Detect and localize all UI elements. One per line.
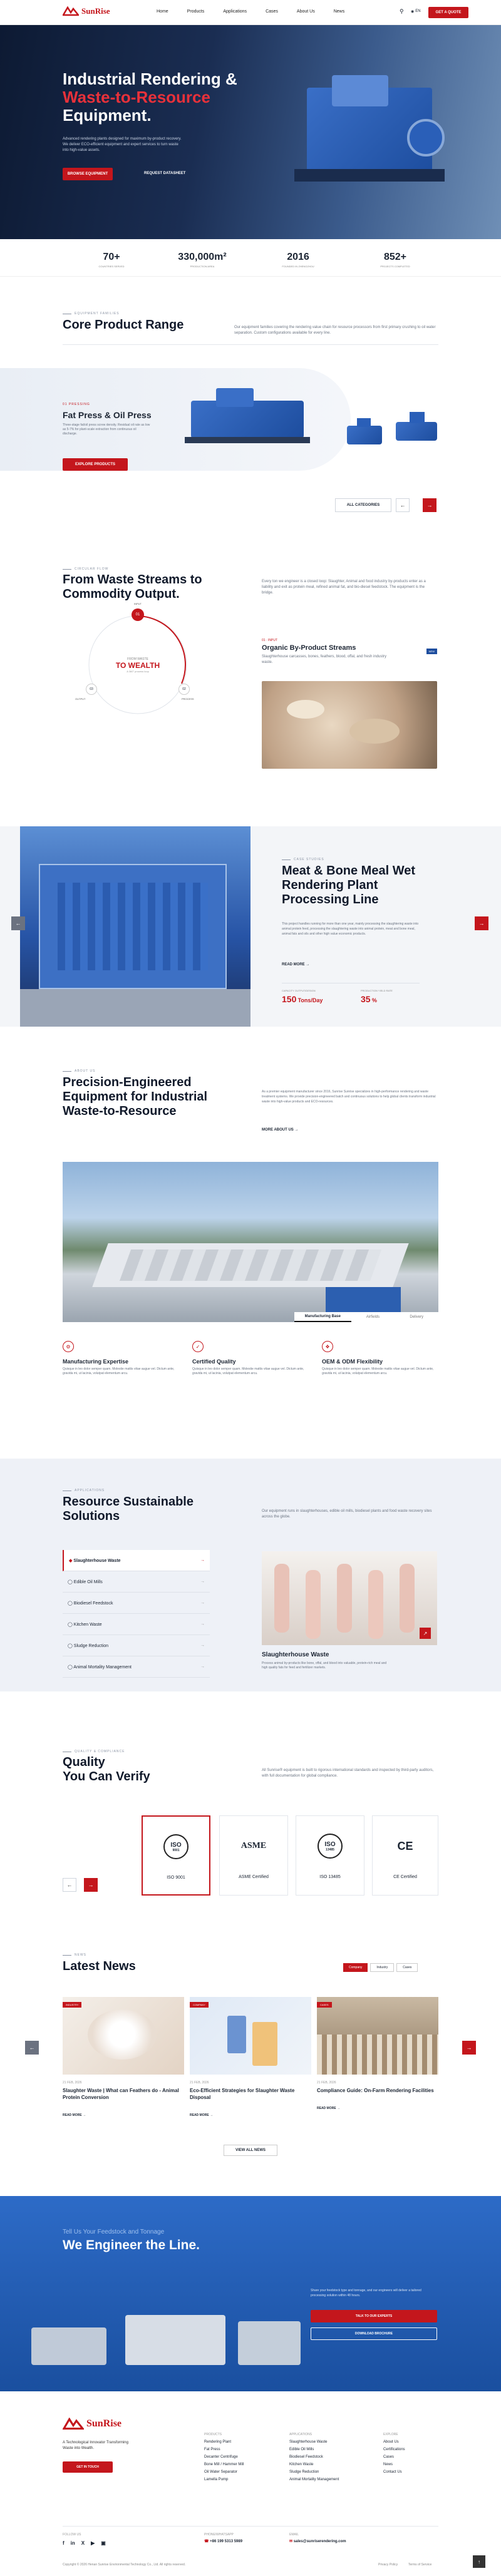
hero-title-line1: Industrial Rendering & [63, 69, 237, 88]
animal-icon: ◯ [68, 1665, 73, 1670]
case-read-more[interactable]: READ MORE → [282, 963, 310, 967]
case-prev-button[interactable]: ← [11, 916, 25, 930]
ce-logo: CE [397, 1839, 413, 1852]
footer-col-explore: EXPLORE About Us Certifications Cases News Contact Us [383, 2431, 405, 2476]
footer-logo[interactable] [63, 2418, 121, 2430]
stat-founded: 2016 FOUNDED IN ZHENGZHOU [282, 252, 314, 268]
cta-description: Share your feedstock type and tonnage, and our engineers will deliver a tailored processing solution within 48 hours. [311, 2289, 421, 2297]
top-nav [0, 0, 501, 25]
footer-link[interactable]: Sludge Reduction [289, 2470, 319, 2474]
language-switch[interactable] [411, 9, 421, 14]
footer-link[interactable]: Oil Water Separator [204, 2470, 237, 2474]
core-eyebrow: EQUIPMENT FAMILIES [63, 312, 120, 316]
nav-item-about[interactable]: About Us [296, 9, 315, 14]
footer-get-in-touch-button[interactable]: GET IN TOUCH [63, 2461, 113, 2473]
nav-item-applications[interactable]: Applications [223, 9, 247, 14]
footer-link[interactable]: Lamella Pump [204, 2478, 229, 2481]
stat-countries: 70+ COUNTRIES SERVED [98, 252, 125, 268]
footer-col-applications: APPLICATIONS Slaughterhouse Waste Edible Oil Mills Biodiesel Feedstock Kitchen Waste Sludge Reduction Animal Mortality Management [289, 2431, 339, 2483]
news-headline: Eco-Efficient Strategies for Slaughter Waste Disposal [190, 2088, 295, 2100]
apps-image-desc: Process animal by-products like bone, offal, and blood into valuable, protein-rich meal and high quality fats for feed and fertilizer markets. [262, 1661, 387, 1670]
waste-eyebrow: CIRCULAR FLOW [63, 567, 108, 571]
news-headline: Slaughter Waste | What can Feathers do - Animal Protein Conversion [63, 2088, 179, 2100]
news-tag: COMPANY [190, 2002, 209, 2008]
stats-bar [0, 239, 501, 277]
download-brochure-button[interactable]: DOWNLOAD BROCHURE [311, 2327, 437, 2340]
tab-airfields[interactable]: Airfields [366, 1315, 380, 1319]
arrow-right-icon: → [306, 963, 310, 967]
quality-eyebrow: QUALITY & COMPLIANCE [63, 1750, 125, 1753]
quality-title: Quality You Can Verify [63, 1755, 150, 1783]
feature-oem: ❖ OEM & ODM Flexibility Quisque in leo dolor semper quam. Molestie mattis vitae augue vel. Dictum ante, gravida mi, ut lacinia, volutpat elementum arcu. [322, 1341, 438, 1376]
news-card-3[interactable] [317, 1997, 438, 2110]
logo-text: SunRise [81, 6, 110, 16]
nav-item-home[interactable]: Home [157, 9, 168, 14]
social-icons [63, 2540, 106, 2546]
tab-manufacturing[interactable]: Manufacturing Base [294, 1312, 351, 1322]
input-card-tag: 01 · INPUT [262, 639, 278, 642]
news-read-more[interactable]: READ MORE → [190, 2113, 213, 2117]
puzzle-icon: ❖ [322, 1341, 333, 1352]
asme-logo: ASME [240, 1841, 267, 1850]
copyright: Copyright © 2026 Henan Sunrise Environmental Technology Co., Ltd. All rights reserved. [63, 2563, 186, 2567]
apps-eyebrow: APPLICATIONS [63, 1489, 105, 1492]
news-next-button[interactable]: → [462, 2041, 476, 2055]
input-card [262, 639, 437, 773]
case-eyebrow: CASE STUDIES [282, 858, 324, 861]
hero-title-line3: Equipment. [63, 106, 152, 125]
arrow-right-icon: → [200, 1622, 205, 1626]
back-to-top-button[interactable]: ↑ [473, 2555, 485, 2568]
news-image [63, 1997, 184, 2075]
email-block: EMAIL ✉ sales@sunriserendering.com [289, 2533, 346, 2543]
footer-link[interactable]: Biodiesel Feedstock [289, 2455, 323, 2459]
stat-projects: 852+ PROJECTS COMPLETED [380, 252, 410, 268]
globe-icon: ◉ [411, 10, 415, 14]
app-item-slaughterhouse[interactable]: ◆ Slaughterhouse Waste → [63, 1550, 210, 1571]
hero-title [63, 70, 237, 125]
core-divider [63, 344, 438, 345]
footer-link[interactable]: Cases [383, 2455, 395, 2459]
waste-description: Every ton we engineer is a closed loop: Slaughter, Animal and food industry by-products enter as a liability and exit as protein meal, refined animal fat, and bio-diesel feedstock. The equipment is the bridge. [262, 580, 426, 595]
core-description: Our equipment families covering the rendering value chain for resource processors from first primary crushing to oil water separation. Custom configurations available for every line. [234, 326, 436, 335]
input-card-desc: Slaughterhouse carcasses, bones, feathers, blood, offal, and fresh industry waste. [262, 655, 387, 664]
footer-link[interactable]: Contact Us [383, 2470, 402, 2474]
terms-link[interactable]: Terms of Service [408, 2563, 432, 2567]
app-item-biodiesel[interactable]: ◯ Biodiesel Feedstock → [63, 1593, 210, 1614]
news-tabs [343, 1963, 418, 1972]
hero [0, 25, 501, 239]
view-all-news-button[interactable]: VIEW ALL NEWS [224, 2145, 277, 2156]
x-icon[interactable]: X [81, 2540, 85, 2546]
product-tag: 01 PRESSING [63, 403, 90, 406]
arrow-right-icon: → [200, 1601, 205, 1605]
cow-icon: ◆ [69, 1558, 73, 1563]
kitchen-icon: ◯ [68, 1622, 73, 1627]
tab-delivery[interactable]: Delivery [410, 1315, 423, 1319]
product-main-image [178, 388, 323, 457]
stat-area: 330,000m² PRODUCTION AREA [178, 252, 227, 268]
product-description: Three-stage fat/oil press screw density. Residual oil rate as low as 5-7% for plant-scale extraction from continuous oil discharge. [63, 423, 150, 436]
news-tab-cases[interactable]: Cases [396, 1963, 418, 1972]
case-title: Meat & Bone Meal Wet Rendering Plant Processing Line [282, 864, 415, 906]
arrow-right-icon: → [200, 1558, 205, 1563]
footer-link[interactable]: Kitchen Waste [289, 2463, 314, 2466]
footer-link[interactable]: Certifications [383, 2448, 405, 2451]
cert-card-iso13485[interactable]: ISO 13485 ISO 13485 [296, 1815, 364, 1896]
news-date: 21 FEB, 2026 [317, 2081, 336, 2085]
hero-title-line2: Waste-to-Resource [63, 88, 210, 106]
footer-link[interactable]: About Us [383, 2440, 399, 2444]
news-tag: CASES [317, 2002, 332, 2008]
apps-image [262, 1551, 437, 1645]
waste-title: From Waste Streams to Commodity Output. [63, 573, 202, 601]
case-next-button[interactable]: → [475, 916, 488, 930]
about-tabs [294, 1312, 438, 1322]
hero-description: Advanced rendering plants designed for maximum by-product recovery. We deliver ECO-efficient equipment and expert services to turn waste into high-value assets. [63, 137, 182, 152]
fuel-icon: ◯ [68, 1601, 73, 1606]
about-more-link[interactable]: MORE ABOUT US → [262, 1128, 299, 1132]
logo-icon [63, 6, 79, 16]
lang-label: EN [415, 9, 421, 13]
nav-item-cases[interactable]: Cases [266, 9, 278, 14]
apps-image-title: Slaughterhouse Waste [262, 1651, 329, 1658]
phone-number[interactable]: ☎ +86 199 5313 5989 [204, 2540, 243, 2543]
hero-machine [282, 63, 457, 207]
news-tab-company[interactable]: Company [343, 1963, 368, 1972]
talk-to-experts-button[interactable]: TALK TO OUR EXPERTS [311, 2310, 437, 2322]
node-input[interactable]: INPUT 01 [132, 602, 144, 605]
sludge-icon: ◯ [68, 1643, 73, 1648]
news-card-1[interactable] [63, 1997, 184, 2117]
feature-manufacturing: ⚙ Manufacturing Expertise Quisque in leo dolor semper quam. Molestie mattis vitae augue vel. Dictum ante, gravida mi, ut lacinia, volutpat elementum arcu. [63, 1341, 178, 1376]
nav-item-news[interactable]: News [333, 9, 345, 14]
arrow-right-icon: → [200, 1643, 205, 1648]
apps-list [63, 1550, 210, 1678]
cta-machine [31, 2302, 307, 2378]
cert-card-ce[interactable]: CE CE Certified [372, 1815, 438, 1896]
cta-title: We Engineer the Line. [63, 2238, 200, 2252]
mail-icon: ✉ [289, 2540, 293, 2543]
arrow-right-icon: → [336, 2106, 340, 2110]
instagram-icon[interactable]: ▣ [101, 2540, 106, 2546]
oil-drop-icon: ◯ [68, 1579, 73, 1584]
core-title: Core Product Range [63, 318, 184, 332]
logo-icon [63, 2418, 84, 2430]
explore-products-button[interactable]: EXPLORE PRODUCTS [63, 458, 128, 471]
factory-icon: ⚙ [63, 1341, 74, 1352]
shield-check-icon: ✓ [192, 1341, 204, 1352]
feature-quality: ✓ Certified Quality Quisque in leo dolor semper quam. Molestie mattis vitae augue vel. Dictum ante, gravida mi, ut lacinia, volutpat elementum arcu. [192, 1341, 308, 1376]
app-item-sludge[interactable]: ◯ Sludge Reduction → [63, 1635, 210, 1656]
loop-center-label: FROM WASTE TO WEALTH A 360° process loop [115, 657, 160, 673]
quality-description: All Sunrise® equipment is built to rigorous international standards and inspected by third-party auditors, with full documentation for global compliance. [262, 1768, 434, 1778]
footer-link[interactable]: News [383, 2463, 393, 2466]
nav-item-products[interactable]: Products [187, 9, 205, 14]
app-item-edible-oil[interactable]: ◯ Edible Oil Mills → [63, 1571, 210, 1593]
news-tab-industry[interactable]: Industry [370, 1963, 394, 1972]
quality-next-button[interactable]: → [84, 1878, 98, 1892]
apps-image-arrow[interactable]: ↗ [420, 1628, 431, 1639]
logo[interactable] [63, 6, 110, 16]
news-headline: Compliance Guide: On-Farm Rendering Facilities [317, 2088, 434, 2093]
arrow-right-icon: → [209, 2113, 213, 2117]
arrow-right-icon: → [200, 1579, 205, 1584]
input-card-image [262, 681, 437, 769]
about-description: As a premier equipment manufacturer since 2016, Sunrise Sunrise specializes in high-performance rendering and waste treatment systems. We provide precision-engineered batch and continuous solutions to help global clients transform industrial waste into high-value products and ECO-resources. [262, 1090, 436, 1104]
footer-col-products: PRODUCTS Rendering Plant Fat Press Decanter Centrifuge Bone Mill / Hammer Mill Oil Water Separator Lamella Pump [204, 2431, 244, 2483]
request-datasheet-text[interactable]: REQUEST DATASHEET [144, 172, 186, 175]
news-date: 21 FEB, 2026 [190, 2081, 209, 2085]
apps-description: Our equipment runs in slaughterhouses, edible oil mills, biodiesel plants and food waste recovery sites across the globe. [262, 1509, 432, 1519]
footer-divider [63, 2526, 438, 2527]
footer-link[interactable]: Edible Oil Mills [289, 2448, 314, 2451]
news-read-more[interactable]: READ MORE → [63, 2113, 86, 2117]
news-tag: INDUSTRY [63, 2002, 81, 2008]
logo-text: SunRise [86, 2418, 122, 2429]
case-description: This project handles running for more than one year, mainly processing the slaughtering waste into animal protein feed, processing the slaughtering waste into animal protein, meat and bone meal, animal fats and oils and other high value economic products. [282, 922, 419, 936]
footer-link[interactable]: Bone Mill / Hammer Mill [204, 2463, 244, 2466]
cert-card-iso9001[interactable]: ISO 9001 ISO 9001 [142, 1815, 210, 1896]
news-title: Latest News [63, 1959, 136, 1973]
product-thumb-2[interactable] [392, 407, 442, 457]
footer-link[interactable]: Slaughterhouse Waste [289, 2440, 328, 2444]
quality-prev-button[interactable]: ← [63, 1878, 76, 1892]
product-prev-button[interactable]: ← [396, 498, 410, 512]
linkedin-icon[interactable]: in [70, 2540, 75, 2546]
factory-image [63, 1162, 438, 1322]
footer-link[interactable]: Fat Press [204, 2448, 220, 2451]
case-metric-capacity: CAPACITY OUTPUT/DESIGN 150 Tons/Day [282, 989, 323, 1004]
footer-tagline: A Technological Innovator Transforming Waste into Wealth. [63, 2441, 128, 2450]
search-icon[interactable]: ⚲ [400, 8, 404, 14]
news-image [317, 1997, 438, 2075]
cta-subtitle: Tell Us Your Feedstock and Tonnage [63, 2229, 165, 2235]
youtube-icon[interactable]: ▶ [91, 2540, 95, 2546]
product-title: Fat Press & Oil Press [63, 410, 152, 420]
product-next-button[interactable]: → [423, 498, 436, 512]
case-metric-yield: PRODUCTION YIELD RATE 35 % [361, 989, 393, 1004]
get-quote-button[interactable]: GET A QUOTE [428, 7, 468, 18]
footer-link[interactable]: Decanter Centrifuge [204, 2455, 238, 2459]
iso-logo: ISO 13485 [318, 1834, 343, 1859]
phone-block: PHONE/WHATSAPP ☎ +86 199 5313 5989 [204, 2533, 243, 2543]
arrow-right-icon: → [82, 2113, 86, 2117]
news-image [190, 1997, 311, 2075]
arrow-right-icon: → [294, 1128, 299, 1132]
app-item-kitchen[interactable]: ◯ Kitchen Waste → [63, 1614, 210, 1635]
follow-us-label: FOLLOW US [63, 2533, 81, 2537]
privacy-link[interactable]: Privacy Policy [378, 2563, 398, 2567]
email-address[interactable]: ✉ sales@sunriserendering.com [289, 2540, 346, 2543]
input-card-badge: NEW [426, 649, 437, 654]
news-prev-button[interactable]: ← [25, 2041, 39, 2055]
footer-link[interactable]: Rendering Plant [204, 2440, 232, 2444]
news-card-2[interactable] [190, 1997, 311, 2117]
news-read-more[interactable]: READ MORE → [317, 2106, 340, 2110]
case-image [20, 826, 250, 1027]
about-title: Precision-Engineered Equipment for Industrial Waste-to-Resource [63, 1075, 208, 1118]
category-filter[interactable]: ALL CATEGORIES [335, 498, 391, 512]
app-item-mortality[interactable]: ◯ Animal Mortality Management → [63, 1656, 210, 1678]
product-thumb-1[interactable] [344, 413, 385, 457]
apps-title: Resource Sustainable Solutions [63, 1495, 194, 1523]
phone-icon: ☎ [204, 2540, 209, 2543]
footer-link[interactable]: Animal Mortality Management [289, 2478, 339, 2481]
news-date: 21 FEB, 2026 [63, 2081, 82, 2085]
process-loop: FROM WASTE TO WEALTH A 360° process loop INPUT 01 03 OUTPUT 02 PROCESS [75, 602, 200, 727]
about-eyebrow: ABOUT US [63, 1069, 95, 1073]
iso-logo: ISO 9001 [163, 1834, 189, 1859]
facebook-icon[interactable]: f [63, 2540, 65, 2546]
browse-equipment-button[interactable]: BROWSE EQUIPMENT [63, 168, 113, 180]
news-eyebrow: NEWS [63, 1953, 86, 1957]
arrow-right-icon: → [200, 1665, 205, 1669]
cert-card-asme[interactable]: ASME ASME Certified [219, 1815, 288, 1896]
input-card-title: Organic By-Product Streams [262, 644, 356, 652]
